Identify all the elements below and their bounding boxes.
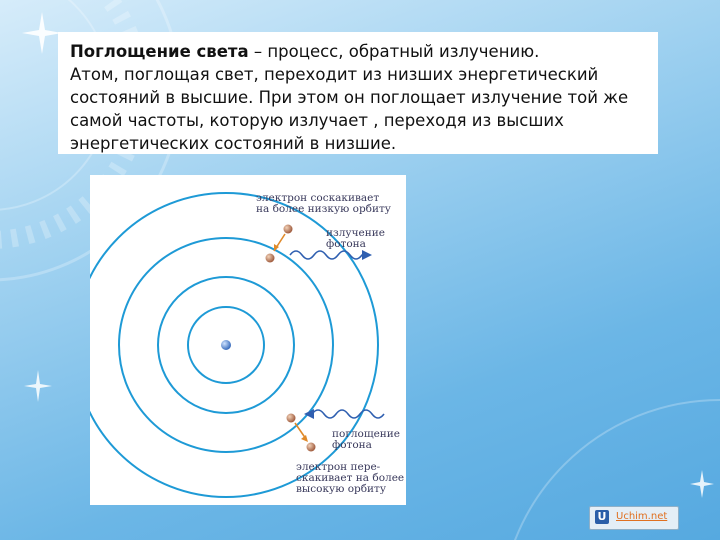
- atom-diagram: [90, 175, 406, 505]
- sparkle-icon: [24, 370, 52, 402]
- electron-bottom-outer: [307, 443, 316, 452]
- label-electron-up: электрон пере- скакивает на более высокую орбиту: [296, 461, 405, 495]
- sparkle-icon: [22, 12, 62, 54]
- atom-diagram-svg: [90, 175, 406, 505]
- electron-top-outer: [284, 225, 293, 234]
- electron-top-inner: [266, 254, 275, 263]
- nucleus: [221, 340, 231, 350]
- heading-bold: Поглощение света: [70, 42, 249, 61]
- label-absorption: поглощение фотона: [332, 428, 400, 451]
- slide-text: [70, 40, 660, 155]
- emission-wave: [290, 251, 366, 259]
- heading-rest: – процесс, обратный излучению.: [248, 42, 540, 61]
- absorption-wave: [312, 410, 384, 418]
- site-link[interactable]: Uchim.net: [616, 511, 668, 522]
- label-emission: излучение фотона: [326, 227, 385, 250]
- site-badge[interactable]: [589, 506, 679, 530]
- sparkle-icon: [690, 470, 714, 498]
- site-logo-icon: U: [595, 510, 609, 524]
- body-paragraph: Атом, поглощая свет, переходит из низших энергетический состояний в высшие. При этом он поглощает излучение той же самой частоты, которую излучает , переходя из высших энергетических состояний в низшие.: [70, 65, 629, 153]
- electron-bottom-inner: [287, 414, 296, 423]
- label-electron-down: электрон соскакивает на более низкую орбиту: [256, 192, 391, 215]
